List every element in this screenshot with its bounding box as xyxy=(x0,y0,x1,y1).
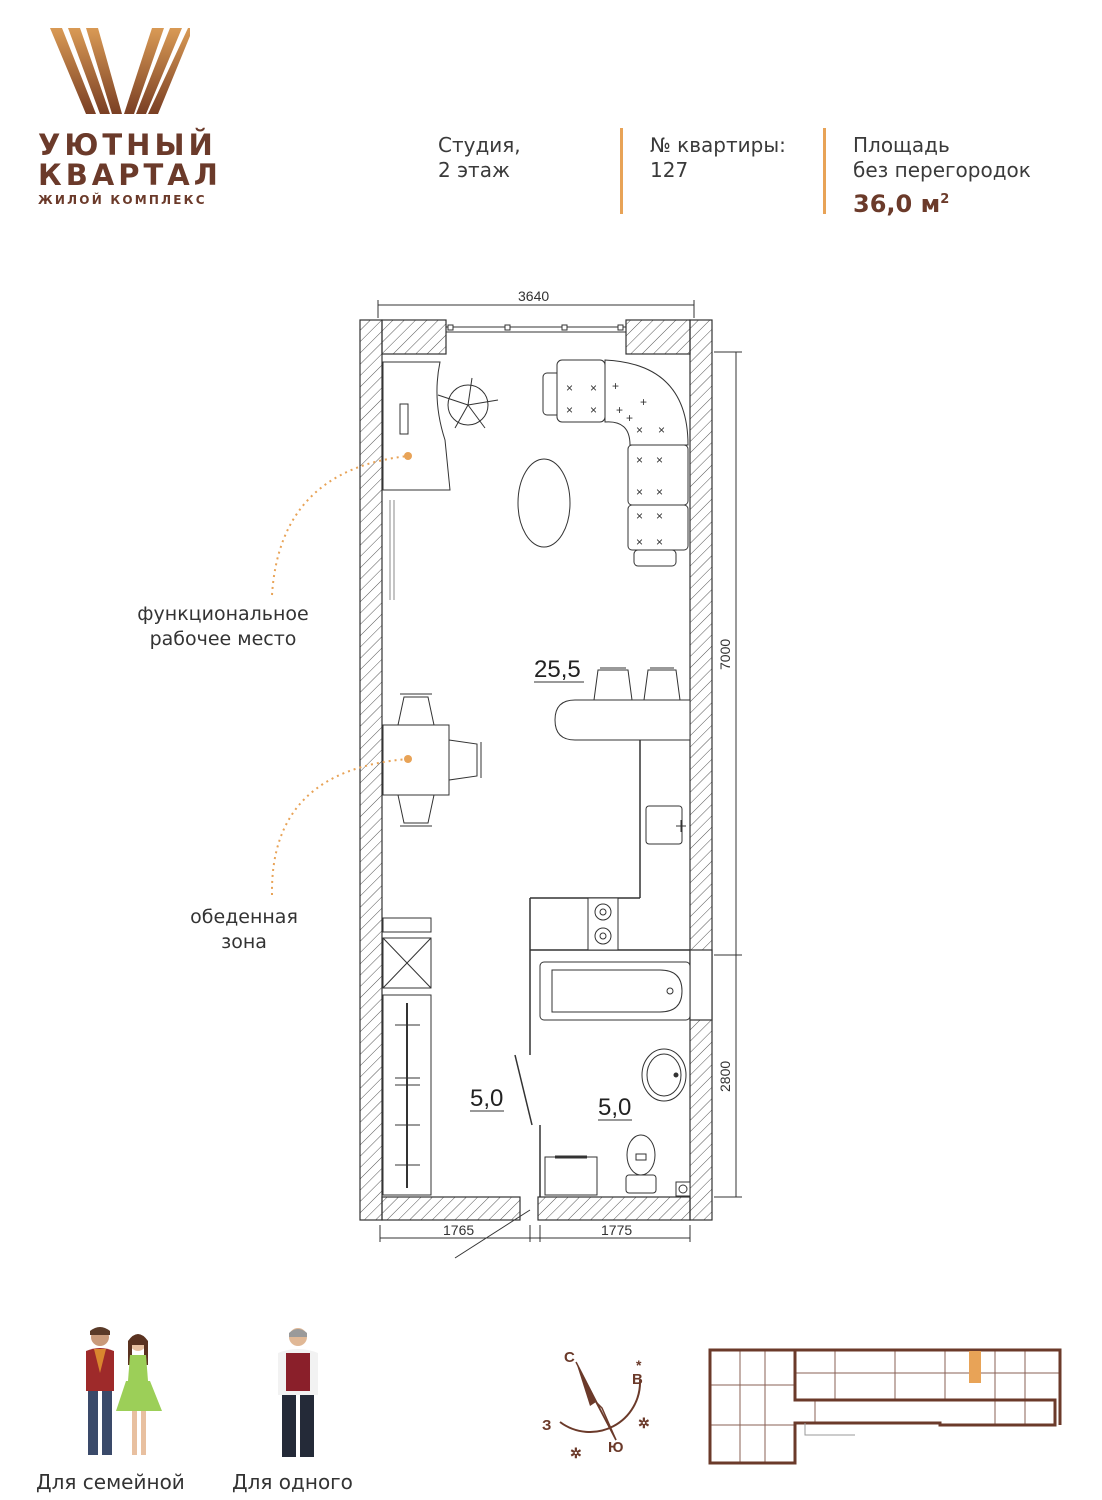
svg-text:×: × xyxy=(656,485,664,499)
dim-bath-width: 1775 xyxy=(601,1222,633,1238)
svg-text:×: × xyxy=(656,535,664,549)
svg-text:+: + xyxy=(612,379,620,393)
brand-name-line1: УЮТНЫЙ xyxy=(38,128,217,162)
svg-text:×: × xyxy=(656,453,664,467)
single-person-icon xyxy=(270,1325,330,1463)
callout-dot xyxy=(404,452,412,460)
svg-text:×: × xyxy=(566,381,574,395)
svg-text:+: + xyxy=(626,411,634,425)
area-value: 36,0 $м^2$ xyxy=(853,190,950,218)
callout-workplace: функциональное рабочее место xyxy=(137,603,309,650)
svg-text:×: × xyxy=(636,453,644,467)
svg-text:×: × xyxy=(636,423,644,437)
dim-hall-width: 1765 xyxy=(443,1222,475,1238)
svg-text:✲: ✲ xyxy=(570,1445,582,1461)
callout-dot xyxy=(404,755,412,763)
svg-text:×: × xyxy=(590,381,598,395)
dim-length-main: 7000 xyxy=(717,638,733,670)
svg-text:×: × xyxy=(636,509,644,523)
area-label-line2: без перегородок xyxy=(853,158,1031,182)
area-label-line1: Площадь xyxy=(853,133,950,157)
compass-north: С xyxy=(564,1349,575,1366)
compass-south: Ю xyxy=(608,1439,624,1456)
callout-dining: обеденная зона xyxy=(190,906,298,953)
washbasin xyxy=(642,1049,686,1101)
bathtub xyxy=(540,962,690,1020)
floor-drain xyxy=(676,1182,690,1196)
desk xyxy=(383,362,450,490)
svg-text:✲: ✲ xyxy=(638,1415,650,1431)
brand-subtitle: ЖИЛОЙ КОМПЛЕКС xyxy=(38,193,207,207)
dim-width: 3640 xyxy=(518,288,550,304)
toilet xyxy=(626,1135,656,1193)
svg-text:×: × xyxy=(590,403,598,417)
svg-text:×: × xyxy=(656,509,664,523)
compass-east: В xyxy=(632,1371,643,1388)
apartment-floor: 2 этаж xyxy=(438,158,510,182)
dining-table xyxy=(383,694,481,826)
svg-text:×: × xyxy=(636,535,644,549)
apartment-type-line1: Студия, xyxy=(438,133,521,157)
area-hall: 5,0 xyxy=(470,1085,504,1112)
family-couple-icon xyxy=(70,1325,170,1463)
callout-leaders xyxy=(272,456,408,895)
apartment-number: 127 xyxy=(650,158,689,182)
area-living: 25,5 xyxy=(534,656,581,683)
cooktop xyxy=(588,898,618,950)
key-plan-highlight xyxy=(969,1351,981,1383)
washing-machine xyxy=(545,1157,597,1195)
svg-text:×: × xyxy=(566,403,574,417)
svg-text:+: + xyxy=(640,395,648,409)
svg-text:*: * xyxy=(636,1357,642,1373)
coffee-table xyxy=(518,459,570,547)
floor-key-plan xyxy=(705,1345,1065,1470)
wardrobe xyxy=(383,918,431,1195)
svg-text:×: × xyxy=(658,423,666,437)
apartment-number-label: № квартиры: xyxy=(650,133,786,157)
brand-name-line2: КВАРТАЛ xyxy=(38,158,222,192)
audience-single-label: Для одного xyxy=(232,1470,353,1494)
kitchen-sink xyxy=(646,806,686,844)
svg-text:+: + xyxy=(616,403,624,417)
audience-family-label: Для семейной xyxy=(36,1470,185,1494)
area-bathroom: 5,0 xyxy=(598,1094,632,1121)
compass xyxy=(530,1340,670,1470)
svg-text:×: × xyxy=(636,485,644,499)
compass-west: З xyxy=(542,1417,552,1434)
dim-length-bath: 2800 xyxy=(717,1060,733,1092)
office-chair xyxy=(438,378,498,428)
window xyxy=(446,325,626,332)
